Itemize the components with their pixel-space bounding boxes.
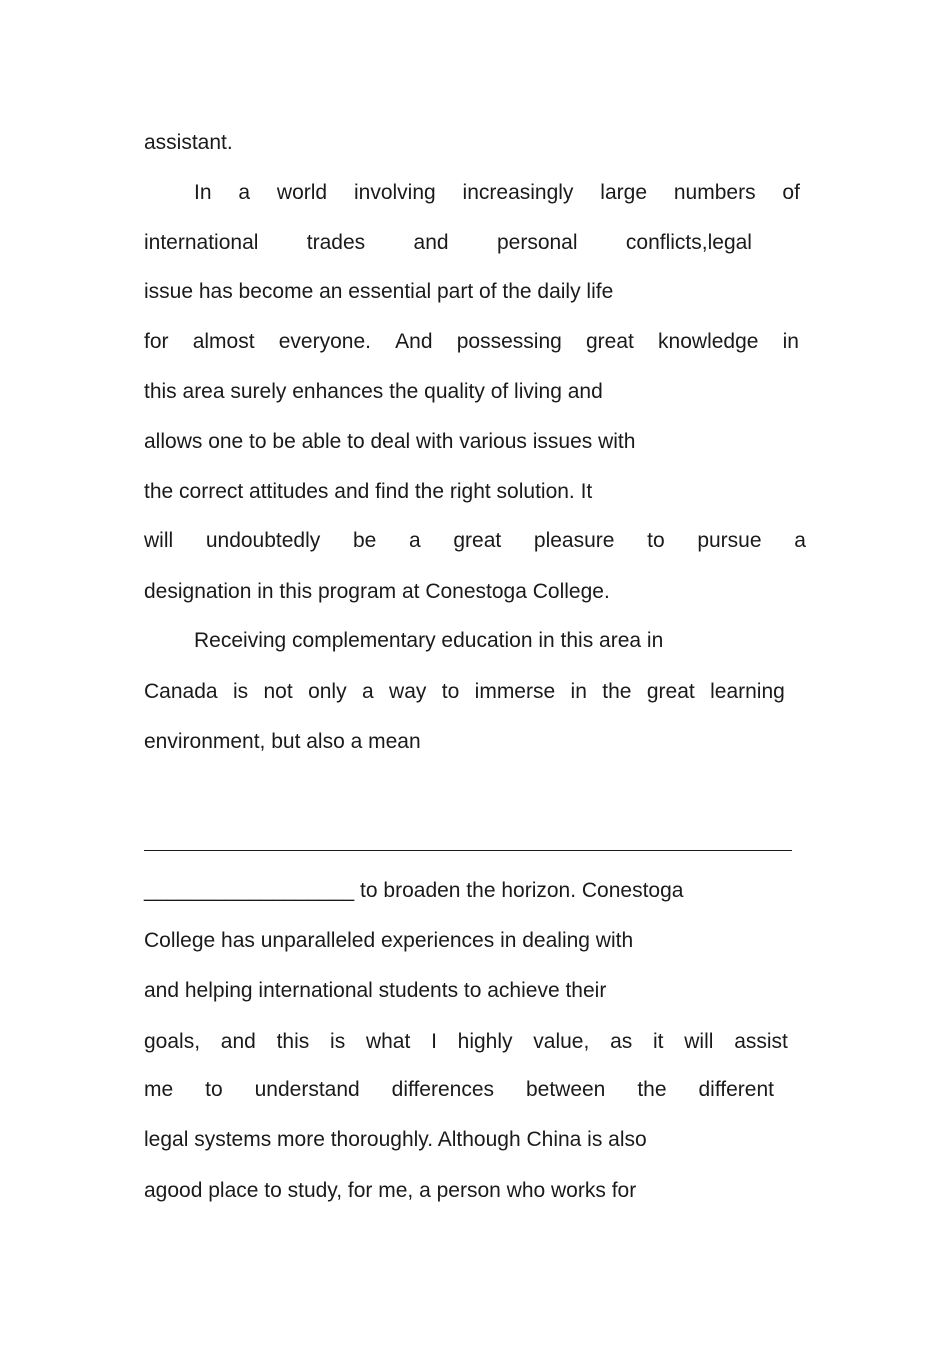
word: in bbox=[782, 330, 799, 353]
justified-line bbox=[144, 528, 806, 554]
text-line: College has unparalleled experiences in dealing with bbox=[144, 929, 634, 952]
word: pursue bbox=[697, 529, 762, 552]
word: different bbox=[698, 1078, 774, 1101]
word: assist bbox=[734, 1030, 788, 1053]
word: understand bbox=[254, 1078, 360, 1101]
word: only bbox=[308, 680, 347, 703]
word: large bbox=[600, 181, 647, 204]
word: almost bbox=[192, 330, 255, 353]
text-line: assistant. bbox=[144, 131, 233, 154]
word: a bbox=[238, 181, 251, 204]
paragraph-first-line: Receiving complementary education in this area in bbox=[194, 629, 664, 652]
text-line: the correct attitudes and find the right solution. It bbox=[144, 480, 593, 503]
word: is bbox=[330, 1030, 346, 1053]
text-line: __________________ to broaden the horizon. Conestoga bbox=[144, 879, 684, 902]
word: not bbox=[263, 680, 293, 703]
text-line: issue has become an essential part of the daily life bbox=[144, 280, 614, 303]
word: me bbox=[144, 1078, 174, 1101]
word: great bbox=[646, 680, 695, 703]
word: great bbox=[453, 529, 502, 552]
word: it bbox=[653, 1030, 664, 1053]
word: the bbox=[602, 680, 632, 703]
text-line: legal systems more thoroughly. Although China is also bbox=[144, 1128, 647, 1151]
text-line: and helping international students to achieve their bbox=[144, 979, 607, 1002]
word: pleasure bbox=[533, 529, 615, 552]
word: and bbox=[220, 1030, 256, 1053]
word: in bbox=[570, 680, 587, 703]
word: to bbox=[205, 1078, 223, 1101]
text-line: designation in this program at Conestoga College. bbox=[144, 580, 610, 603]
word: personal bbox=[496, 231, 578, 254]
word: everyone. bbox=[278, 330, 371, 353]
word: trades bbox=[306, 231, 366, 254]
word: Canada bbox=[144, 680, 218, 703]
text-line: this area surely enhances the quality of living and bbox=[144, 380, 603, 403]
word: differences bbox=[391, 1078, 495, 1101]
word: learning bbox=[710, 680, 785, 703]
justified-line bbox=[144, 1077, 774, 1103]
word: way bbox=[389, 680, 427, 703]
word: a bbox=[361, 680, 374, 703]
word: And bbox=[395, 330, 433, 353]
word: to bbox=[441, 680, 460, 703]
text-line: allows one to be able to deal with various issues with bbox=[144, 430, 636, 453]
blank-underline bbox=[144, 850, 792, 851]
word: be bbox=[352, 529, 377, 552]
word: value, bbox=[533, 1030, 590, 1053]
word: what bbox=[365, 1030, 411, 1053]
word: increasingly bbox=[462, 181, 574, 204]
word: conflicts,legal bbox=[625, 231, 752, 254]
word: international bbox=[144, 231, 259, 254]
word: of bbox=[782, 181, 800, 204]
word: I bbox=[431, 1030, 437, 1053]
word: a bbox=[408, 529, 421, 552]
justified-line bbox=[144, 679, 785, 705]
word: the bbox=[637, 1078, 667, 1101]
word: undoubtedly bbox=[205, 529, 321, 552]
justified-line bbox=[144, 329, 799, 355]
text-line: environment, but also a mean bbox=[144, 730, 421, 753]
word: for bbox=[144, 330, 169, 353]
word: a bbox=[794, 529, 806, 552]
paragraph-first-line bbox=[194, 180, 800, 206]
word: world bbox=[276, 181, 328, 204]
word: between bbox=[525, 1078, 606, 1101]
word: to bbox=[647, 529, 665, 552]
word: possessing bbox=[456, 330, 562, 353]
justified-line bbox=[144, 1029, 788, 1055]
word: immerse bbox=[474, 680, 556, 703]
word: as bbox=[610, 1030, 633, 1053]
word: this bbox=[276, 1030, 310, 1053]
justified-line bbox=[144, 230, 752, 256]
word: is bbox=[232, 680, 249, 703]
word: In bbox=[194, 181, 212, 204]
word: highly bbox=[457, 1030, 513, 1053]
word: knowledge bbox=[658, 330, 759, 353]
word: involving bbox=[353, 181, 436, 204]
text-line: agood place to study, for me, a person who works for bbox=[144, 1179, 637, 1202]
word: great bbox=[585, 330, 634, 353]
word: goals, bbox=[144, 1030, 201, 1053]
word: and bbox=[413, 231, 449, 254]
word: numbers bbox=[673, 181, 756, 204]
word: will bbox=[144, 529, 174, 552]
word: will bbox=[684, 1030, 714, 1053]
